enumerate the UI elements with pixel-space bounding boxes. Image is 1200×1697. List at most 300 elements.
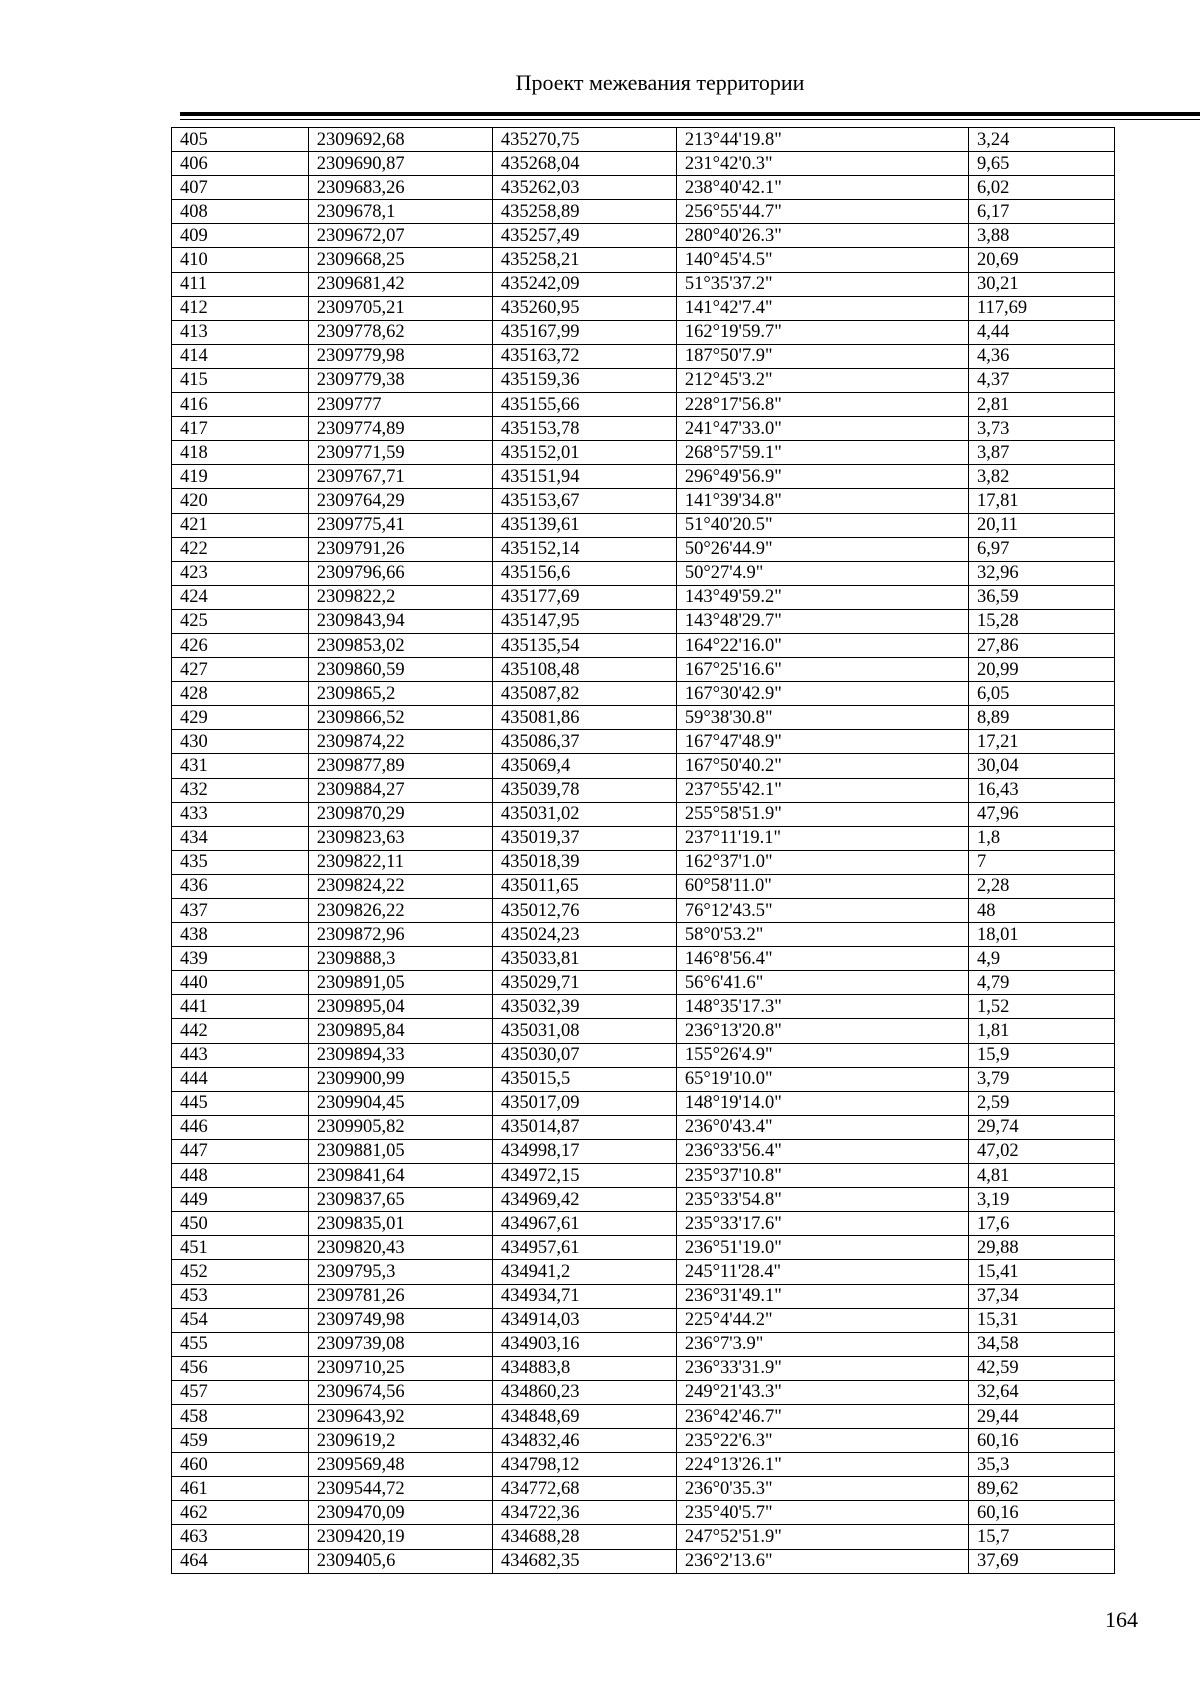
- table-row: [172, 1188, 1115, 1212]
- y-coordinate-cell: 435152,14: [492, 537, 676, 561]
- x-coordinate-cell: 2309705,21: [308, 296, 492, 320]
- distance-cell: 3,19: [968, 1188, 1114, 1212]
- table-row: [172, 1356, 1115, 1380]
- table-row: [172, 1332, 1115, 1356]
- x-coordinate-cell: 2309764,29: [308, 489, 492, 513]
- y-coordinate-cell: 435163,72: [492, 344, 676, 368]
- bearing-cell: 51°40'20.5": [676, 513, 968, 537]
- y-coordinate-cell: 434972,15: [492, 1164, 676, 1188]
- x-coordinate-cell: 2309767,71: [308, 465, 492, 489]
- distance-cell: 18,01: [968, 923, 1114, 947]
- distance-cell: 2,81: [968, 393, 1114, 417]
- bearing-cell: 236°2'13.6": [676, 1549, 968, 1573]
- distance-cell: 15,7: [968, 1525, 1114, 1549]
- point-number-cell: 416: [172, 393, 309, 417]
- table-row: [172, 923, 1115, 947]
- table-row: [172, 1139, 1115, 1163]
- table-row: [172, 248, 1115, 272]
- x-coordinate-cell: 2309837,65: [308, 1188, 492, 1212]
- distance-cell: 9,65: [968, 152, 1114, 176]
- bearing-cell: 141°39'34.8": [676, 489, 968, 513]
- y-coordinate-cell: 435135,54: [492, 633, 676, 657]
- point-number-cell: 407: [172, 176, 309, 200]
- table-row: [172, 1308, 1115, 1332]
- point-number-cell: 417: [172, 417, 309, 441]
- y-coordinate-cell: 435268,04: [492, 152, 676, 176]
- point-number-cell: 436: [172, 874, 309, 898]
- distance-cell: 3,88: [968, 224, 1114, 248]
- table-row: [172, 682, 1115, 706]
- table-row: [172, 272, 1115, 296]
- distance-cell: 29,88: [968, 1236, 1114, 1260]
- y-coordinate-cell: 434957,61: [492, 1236, 676, 1260]
- x-coordinate-cell: 2309778,62: [308, 320, 492, 344]
- distance-cell: 1,81: [968, 1019, 1114, 1043]
- table-row: [172, 1404, 1115, 1428]
- distance-cell: 35,3: [968, 1453, 1114, 1477]
- table-row: [172, 1091, 1115, 1115]
- distance-cell: 17,81: [968, 489, 1114, 513]
- y-coordinate-cell: 434688,28: [492, 1525, 676, 1549]
- bearing-cell: 236°7'3.9": [676, 1332, 968, 1356]
- x-coordinate-cell: 2309872,96: [308, 923, 492, 947]
- y-coordinate-cell: 434848,69: [492, 1404, 676, 1428]
- distance-cell: 48: [968, 899, 1114, 923]
- x-coordinate-cell: 2309678,1: [308, 200, 492, 224]
- distance-cell: 2,59: [968, 1091, 1114, 1115]
- y-coordinate-cell: 435081,86: [492, 706, 676, 730]
- y-coordinate-cell: 435156,6: [492, 561, 676, 585]
- bearing-cell: 50°27'4.9": [676, 561, 968, 585]
- point-number-cell: 450: [172, 1212, 309, 1236]
- y-coordinate-cell: 435153,67: [492, 489, 676, 513]
- point-number-cell: 424: [172, 585, 309, 609]
- bearing-cell: 237°11'19.1": [676, 826, 968, 850]
- table-row: [172, 850, 1115, 874]
- y-coordinate-cell: 435260,95: [492, 296, 676, 320]
- table-row: [172, 465, 1115, 489]
- x-coordinate-cell: 2309739,08: [308, 1332, 492, 1356]
- y-coordinate-cell: 435147,95: [492, 609, 676, 633]
- distance-cell: 32,64: [968, 1380, 1114, 1404]
- table-row: [172, 730, 1115, 754]
- y-coordinate-cell: 435258,21: [492, 248, 676, 272]
- bearing-cell: 140°45'4.5": [676, 248, 968, 272]
- point-number-cell: 411: [172, 272, 309, 296]
- bearing-cell: 155°26'4.9": [676, 1043, 968, 1067]
- bearing-cell: 241°47'33.0": [676, 417, 968, 441]
- point-number-cell: 426: [172, 633, 309, 657]
- y-coordinate-cell: 435167,99: [492, 320, 676, 344]
- point-number-cell: 434: [172, 826, 309, 850]
- point-number-cell: 413: [172, 320, 309, 344]
- x-coordinate-cell: 2309826,22: [308, 899, 492, 923]
- point-number-cell: 433: [172, 802, 309, 826]
- x-coordinate-cell: 2309884,27: [308, 778, 492, 802]
- bearing-cell: 237°55'42.1": [676, 778, 968, 802]
- x-coordinate-cell: 2309874,22: [308, 730, 492, 754]
- point-number-cell: 454: [172, 1308, 309, 1332]
- bearing-cell: 213°44'19.8": [676, 128, 968, 152]
- distance-cell: 6,17: [968, 200, 1114, 224]
- x-coordinate-cell: 2309824,22: [308, 874, 492, 898]
- table-row: [172, 128, 1115, 152]
- y-coordinate-cell: 435086,37: [492, 730, 676, 754]
- table-row: [172, 874, 1115, 898]
- table-row: [172, 658, 1115, 682]
- distance-cell: 30,04: [968, 754, 1114, 778]
- x-coordinate-cell: 2309781,26: [308, 1284, 492, 1308]
- x-coordinate-cell: 2309843,94: [308, 609, 492, 633]
- y-coordinate-cell: 435257,49: [492, 224, 676, 248]
- table-row: [172, 609, 1115, 633]
- x-coordinate-cell: 2309681,42: [308, 272, 492, 296]
- bearing-cell: 225°4'44.2": [676, 1308, 968, 1332]
- y-coordinate-cell: 434883,8: [492, 1356, 676, 1380]
- point-number-cell: 421: [172, 513, 309, 537]
- distance-cell: 6,97: [968, 537, 1114, 561]
- distance-cell: 36,59: [968, 585, 1114, 609]
- bearing-cell: 167°50'40.2": [676, 754, 968, 778]
- y-coordinate-cell: 435031,02: [492, 802, 676, 826]
- point-number-cell: 442: [172, 1019, 309, 1043]
- point-number-cell: 449: [172, 1188, 309, 1212]
- y-coordinate-cell: 435258,89: [492, 200, 676, 224]
- distance-cell: 15,31: [968, 1308, 1114, 1332]
- bearing-cell: 148°19'14.0": [676, 1091, 968, 1115]
- x-coordinate-cell: 2309710,25: [308, 1356, 492, 1380]
- point-number-cell: 439: [172, 947, 309, 971]
- bearing-cell: 236°33'31.9": [676, 1356, 968, 1380]
- bearing-cell: 143°49'59.2": [676, 585, 968, 609]
- bearing-cell: 60°58'11.0": [676, 874, 968, 898]
- bearing-cell: 58°0'53.2": [676, 923, 968, 947]
- bearing-cell: 187°50'7.9": [676, 344, 968, 368]
- point-number-cell: 444: [172, 1067, 309, 1091]
- table-row: [172, 995, 1115, 1019]
- bearing-cell: 162°37'1.0": [676, 850, 968, 874]
- point-number-cell: 446: [172, 1115, 309, 1139]
- distance-cell: 4,44: [968, 320, 1114, 344]
- x-coordinate-cell: 2309866,52: [308, 706, 492, 730]
- y-coordinate-cell: 434682,35: [492, 1549, 676, 1573]
- bearing-cell: 167°25'16.6": [676, 658, 968, 682]
- y-coordinate-cell: 434903,16: [492, 1332, 676, 1356]
- y-coordinate-cell: 434941,2: [492, 1260, 676, 1284]
- point-number-cell: 435: [172, 850, 309, 874]
- distance-cell: 3,82: [968, 465, 1114, 489]
- distance-cell: 17,21: [968, 730, 1114, 754]
- point-number-cell: 425: [172, 609, 309, 633]
- y-coordinate-cell: 435018,39: [492, 850, 676, 874]
- bearing-cell: 235°37'10.8": [676, 1164, 968, 1188]
- x-coordinate-cell: 2309674,56: [308, 1380, 492, 1404]
- distance-cell: 4,81: [968, 1164, 1114, 1188]
- bearing-cell: 280°40'26.3": [676, 224, 968, 248]
- point-number-cell: 427: [172, 658, 309, 682]
- bearing-cell: 236°0'35.3": [676, 1477, 968, 1501]
- point-number-cell: 432: [172, 778, 309, 802]
- point-number-cell: 453: [172, 1284, 309, 1308]
- point-number-cell: 459: [172, 1429, 309, 1453]
- table-row: [172, 417, 1115, 441]
- y-coordinate-cell: 435032,39: [492, 995, 676, 1019]
- bearing-cell: 59°38'30.8": [676, 706, 968, 730]
- x-coordinate-cell: 2309643,92: [308, 1404, 492, 1428]
- table-row: [172, 513, 1115, 537]
- table-row: [172, 200, 1115, 224]
- y-coordinate-cell: 434832,46: [492, 1429, 676, 1453]
- point-number-cell: 437: [172, 899, 309, 923]
- table-row: [172, 1549, 1115, 1573]
- y-coordinate-cell: 435031,08: [492, 1019, 676, 1043]
- distance-cell: 8,89: [968, 706, 1114, 730]
- x-coordinate-cell: 2309860,59: [308, 658, 492, 682]
- bearing-cell: 148°35'17.3": [676, 995, 968, 1019]
- point-number-cell: 441: [172, 995, 309, 1019]
- y-coordinate-cell: 435139,61: [492, 513, 676, 537]
- table-row: [172, 802, 1115, 826]
- y-coordinate-cell: 434722,36: [492, 1501, 676, 1525]
- bearing-cell: 235°22'6.3": [676, 1429, 968, 1453]
- x-coordinate-cell: 2309405,6: [308, 1549, 492, 1573]
- y-coordinate-cell: 435270,75: [492, 128, 676, 152]
- x-coordinate-cell: 2309823,63: [308, 826, 492, 850]
- y-coordinate-cell: 435108,48: [492, 658, 676, 682]
- point-number-cell: 451: [172, 1236, 309, 1260]
- x-coordinate-cell: 2309904,45: [308, 1091, 492, 1115]
- x-coordinate-cell: 2309771,59: [308, 441, 492, 465]
- x-coordinate-cell: 2309853,02: [308, 633, 492, 657]
- bearing-cell: 256°55'44.7": [676, 200, 968, 224]
- distance-cell: 4,9: [968, 947, 1114, 971]
- coordinates-table: [171, 127, 1115, 1574]
- x-coordinate-cell: 2309619,2: [308, 1429, 492, 1453]
- bearing-cell: 296°49'56.9": [676, 465, 968, 489]
- table-row: [172, 224, 1115, 248]
- point-number-cell: 448: [172, 1164, 309, 1188]
- point-number-cell: 412: [172, 296, 309, 320]
- distance-cell: 117,69: [968, 296, 1114, 320]
- y-coordinate-cell: 434967,61: [492, 1212, 676, 1236]
- distance-cell: 1,8: [968, 826, 1114, 850]
- bearing-cell: 236°42'46.7": [676, 1404, 968, 1428]
- y-coordinate-cell: 435019,37: [492, 826, 676, 850]
- y-coordinate-cell: 434798,12: [492, 1453, 676, 1477]
- table-row: [172, 1164, 1115, 1188]
- distance-cell: 4,36: [968, 344, 1114, 368]
- bearing-cell: 238°40'42.1": [676, 176, 968, 200]
- distance-cell: 6,05: [968, 682, 1114, 706]
- header-rule-thin: [180, 119, 1200, 120]
- distance-cell: 20,99: [968, 658, 1114, 682]
- distance-cell: 15,28: [968, 609, 1114, 633]
- distance-cell: 16,43: [968, 778, 1114, 802]
- y-coordinate-cell: 435159,36: [492, 368, 676, 392]
- table-row: [172, 826, 1115, 850]
- y-coordinate-cell: 435262,03: [492, 176, 676, 200]
- bearing-cell: 50°26'44.9": [676, 537, 968, 561]
- table-row: [172, 706, 1115, 730]
- point-number-cell: 443: [172, 1043, 309, 1067]
- point-number-cell: 438: [172, 923, 309, 947]
- y-coordinate-cell: 434772,68: [492, 1477, 676, 1501]
- y-coordinate-cell: 434998,17: [492, 1139, 676, 1163]
- point-number-cell: 420: [172, 489, 309, 513]
- distance-cell: 3,79: [968, 1067, 1114, 1091]
- bearing-cell: 167°47'48.9": [676, 730, 968, 754]
- bearing-cell: 255°58'51.9": [676, 802, 968, 826]
- table-row: [172, 899, 1115, 923]
- page-number: 164: [1105, 1607, 1138, 1632]
- header-rule-thick: [180, 112, 1200, 116]
- bearing-cell: 235°33'17.6": [676, 1212, 968, 1236]
- table-row: [172, 1501, 1115, 1525]
- y-coordinate-cell: 435011,65: [492, 874, 676, 898]
- bearing-cell: 167°30'42.9": [676, 682, 968, 706]
- point-number-cell: 415: [172, 368, 309, 392]
- table-row: [172, 296, 1115, 320]
- x-coordinate-cell: 2309672,07: [308, 224, 492, 248]
- bearing-cell: 236°31'49.1": [676, 1284, 968, 1308]
- distance-cell: 37,34: [968, 1284, 1114, 1308]
- x-coordinate-cell: 2309779,38: [308, 368, 492, 392]
- y-coordinate-cell: 434934,71: [492, 1284, 676, 1308]
- x-coordinate-cell: 2309569,48: [308, 1453, 492, 1477]
- x-coordinate-cell: 2309905,82: [308, 1115, 492, 1139]
- table-row: [172, 947, 1115, 971]
- table-row: [172, 152, 1115, 176]
- x-coordinate-cell: 2309895,84: [308, 1019, 492, 1043]
- bearing-cell: 228°17'56.8": [676, 393, 968, 417]
- point-number-cell: 457: [172, 1380, 309, 1404]
- point-number-cell: 409: [172, 224, 309, 248]
- distance-cell: 30,21: [968, 272, 1114, 296]
- table-row: [172, 1260, 1115, 1284]
- x-coordinate-cell: 2309779,98: [308, 344, 492, 368]
- y-coordinate-cell: 435033,81: [492, 947, 676, 971]
- distance-cell: 2,28: [968, 874, 1114, 898]
- y-coordinate-cell: 435039,78: [492, 778, 676, 802]
- x-coordinate-cell: 2309749,98: [308, 1308, 492, 1332]
- distance-cell: 1,52: [968, 995, 1114, 1019]
- bearing-cell: 249°21'43.3": [676, 1380, 968, 1404]
- point-number-cell: 447: [172, 1139, 309, 1163]
- table-row: [172, 1429, 1115, 1453]
- point-number-cell: 414: [172, 344, 309, 368]
- table-row: [172, 537, 1115, 561]
- x-coordinate-cell: 2309820,43: [308, 1236, 492, 1260]
- x-coordinate-cell: 2309865,2: [308, 682, 492, 706]
- point-number-cell: 430: [172, 730, 309, 754]
- distance-cell: 89,62: [968, 1477, 1114, 1501]
- page-header-title: Проект межевания территории: [515, 70, 805, 95]
- y-coordinate-cell: 435015,5: [492, 1067, 676, 1091]
- table-row: [172, 778, 1115, 802]
- distance-cell: 60,16: [968, 1429, 1114, 1453]
- point-number-cell: 428: [172, 682, 309, 706]
- distance-cell: 60,16: [968, 1501, 1114, 1525]
- bearing-cell: 236°0'43.4": [676, 1115, 968, 1139]
- distance-cell: 27,86: [968, 633, 1114, 657]
- bearing-cell: 56°6'41.6": [676, 971, 968, 995]
- distance-cell: 15,9: [968, 1043, 1114, 1067]
- x-coordinate-cell: 2309881,05: [308, 1139, 492, 1163]
- y-coordinate-cell: 435029,71: [492, 971, 676, 995]
- point-number-cell: 463: [172, 1525, 309, 1549]
- bearing-cell: 236°33'56.4": [676, 1139, 968, 1163]
- bearing-cell: 224°13'26.1": [676, 1453, 968, 1477]
- distance-cell: 3,87: [968, 441, 1114, 465]
- y-coordinate-cell: 435012,76: [492, 899, 676, 923]
- y-coordinate-cell: 434914,03: [492, 1308, 676, 1332]
- point-number-cell: 440: [172, 971, 309, 995]
- bearing-cell: 141°42'7.4": [676, 296, 968, 320]
- distance-cell: 20,11: [968, 513, 1114, 537]
- bearing-cell: 51°35'37.2": [676, 272, 968, 296]
- bearing-cell: 231°42'0.3": [676, 152, 968, 176]
- distance-cell: 15,41: [968, 1260, 1114, 1284]
- table-row: [172, 1525, 1115, 1549]
- x-coordinate-cell: 2309668,25: [308, 248, 492, 272]
- table-row: [172, 633, 1115, 657]
- table-row: [172, 1115, 1115, 1139]
- table-row: [172, 1380, 1115, 1404]
- bearing-cell: 164°22'16.0": [676, 633, 968, 657]
- distance-cell: 4,37: [968, 368, 1114, 392]
- point-number-cell: 452: [172, 1260, 309, 1284]
- point-number-cell: 408: [172, 200, 309, 224]
- bearing-cell: 268°57'59.1": [676, 441, 968, 465]
- point-number-cell: 445: [172, 1091, 309, 1115]
- bearing-cell: 235°33'54.8": [676, 1188, 968, 1212]
- table-row: [172, 1067, 1115, 1091]
- table-row: [172, 1236, 1115, 1260]
- distance-cell: 20,69: [968, 248, 1114, 272]
- distance-cell: 37,69: [968, 1549, 1114, 1573]
- point-number-cell: 418: [172, 441, 309, 465]
- bearing-cell: 236°13'20.8": [676, 1019, 968, 1043]
- x-coordinate-cell: 2309895,04: [308, 995, 492, 1019]
- bearing-cell: 143°48'29.7": [676, 609, 968, 633]
- y-coordinate-cell: 435242,09: [492, 272, 676, 296]
- distance-cell: 7: [968, 850, 1114, 874]
- y-coordinate-cell: 435030,07: [492, 1043, 676, 1067]
- distance-cell: 29,74: [968, 1115, 1114, 1139]
- table-row: [172, 585, 1115, 609]
- point-number-cell: 455: [172, 1332, 309, 1356]
- bearing-cell: 162°19'59.7": [676, 320, 968, 344]
- y-coordinate-cell: 435069,4: [492, 754, 676, 778]
- y-coordinate-cell: 435014,87: [492, 1115, 676, 1139]
- y-coordinate-cell: 435152,01: [492, 441, 676, 465]
- distance-cell: 32,96: [968, 561, 1114, 585]
- x-coordinate-cell: 2309420,19: [308, 1525, 492, 1549]
- table-row: [172, 1043, 1115, 1067]
- bearing-cell: 65°19'10.0": [676, 1067, 968, 1091]
- point-number-cell: 410: [172, 248, 309, 272]
- distance-cell: 3,73: [968, 417, 1114, 441]
- point-number-cell: 405: [172, 128, 309, 152]
- bearing-cell: 146°8'56.4": [676, 947, 968, 971]
- table-row: [172, 320, 1115, 344]
- x-coordinate-cell: 2309822,11: [308, 850, 492, 874]
- point-number-cell: 406: [172, 152, 309, 176]
- y-coordinate-cell: 434860,23: [492, 1380, 676, 1404]
- x-coordinate-cell: 2309888,3: [308, 947, 492, 971]
- point-number-cell: 429: [172, 706, 309, 730]
- point-number-cell: 458: [172, 1404, 309, 1428]
